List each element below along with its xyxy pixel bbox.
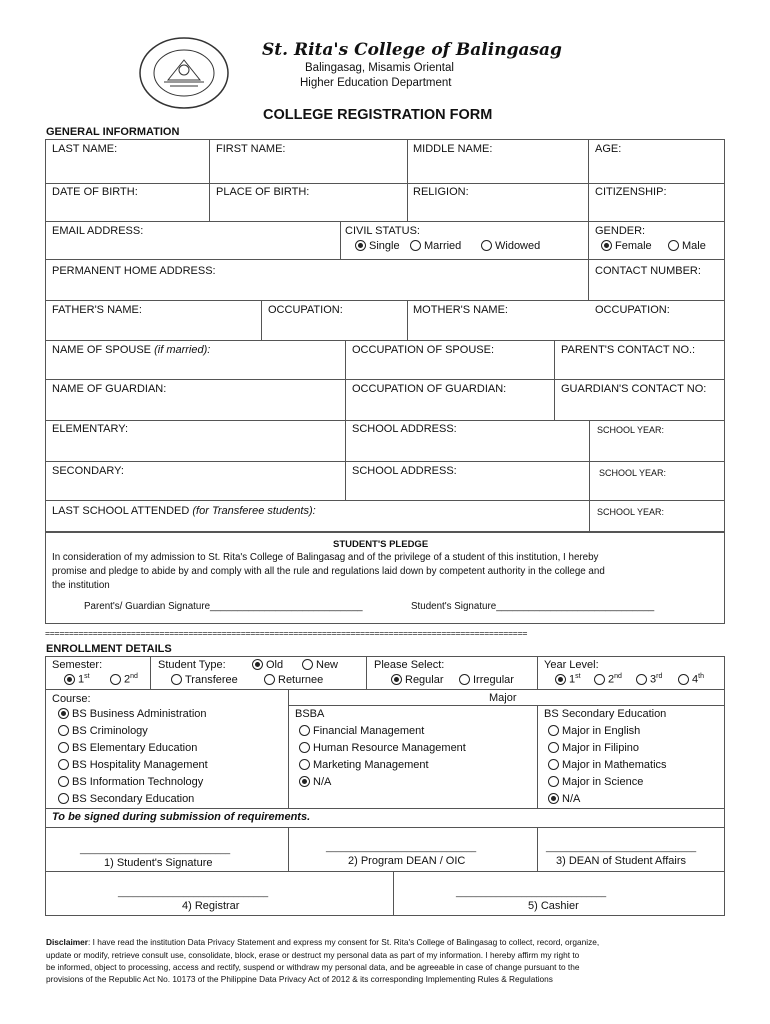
radio-course-beed[interactable]: BS Elementary Education <box>58 742 197 754</box>
pledge-title: STUDENT'S PLEDGE <box>333 539 429 550</box>
radio-civil-widowed[interactable]: Widowed <box>481 240 540 252</box>
section-heading-enrollment: ENROLLMENT DETAILS <box>46 643 172 655</box>
radio-bsed-filipino[interactable]: Major in Filipino <box>548 742 639 754</box>
radio-course-bshm[interactable]: BS Hospitality Management <box>58 759 208 771</box>
student-signature-line[interactable]: Student's Signature_____________________________ <box>411 601 655 612</box>
sig-line-dsa[interactable]: ______________________________ <box>546 842 697 852</box>
radio-type-transferee[interactable]: Transferee <box>171 674 238 686</box>
radio-year-3rd[interactable]: 3rd <box>636 673 662 686</box>
radio-type-returnee[interactable]: Returnee <box>264 674 323 686</box>
label-sec-school-address: SCHOOL ADDRESS: <box>352 465 457 477</box>
radio-course-bsed[interactable]: BS Secondary Education <box>58 793 194 805</box>
label-guardian-occupation: OCCUPATION OF GUARDIAN: <box>352 383 507 395</box>
radio-load-regular[interactable]: Regular <box>391 674 444 686</box>
sig-label-student: 1) Student's Signature <box>104 857 213 869</box>
pledge-line-2: promise and pledge to abide by and comply with all the rule and regulations laid down by competent authority in the college and <box>52 566 605 577</box>
label-spouse-occupation: OCCUPATION OF SPOUSE: <box>352 344 494 356</box>
label-course: Course: <box>52 693 91 705</box>
label-last-school-year: SCHOOL YEAR: <box>597 507 665 517</box>
label-secondary: SECONDARY: <box>52 465 124 477</box>
radio-semester-1st[interactable]: 1st <box>64 673 90 686</box>
label-pob: PLACE OF BIRTH: <box>216 186 310 198</box>
label-middle-name: MIDDLE NAME: <box>413 143 493 155</box>
radio-type-new[interactable]: New <box>302 659 338 671</box>
radio-bsba-na[interactable]: N/A <box>299 776 331 788</box>
sig-line-student[interactable]: ______________________________ <box>80 844 231 854</box>
label-email: EMAIL ADDRESS: <box>52 225 144 237</box>
radio-civil-married[interactable]: Married <box>410 240 461 252</box>
section-divider: ===================================================================================================== <box>45 628 528 638</box>
label-parent-contact: PARENT'S CONTACT NO.: <box>561 344 696 356</box>
college-name: St. Rita's College of Balingasag <box>262 40 562 60</box>
radio-course-bsit[interactable]: BS Information Technology <box>58 776 203 788</box>
label-please-select: Please Select: <box>374 659 445 671</box>
radio-semester-2nd[interactable]: 2nd <box>110 673 138 686</box>
label-last-name: LAST NAME: <box>52 143 118 155</box>
radio-bsed-english[interactable]: Major in English <box>548 725 640 737</box>
disclaimer-line-1: Disclaimer: I have read the institution Data Privacy Statement and express my consent for St. Rita's College of Balingasag to collect, record, organize, <box>46 937 600 947</box>
radio-gender-female[interactable]: Female <box>601 240 652 252</box>
sig-line-registrar[interactable]: ______________________________ <box>118 887 269 897</box>
sig-label-dean: 2) Program DEAN / OIC <box>348 855 466 867</box>
radio-bsba-financial[interactable]: Financial Management <box>299 725 424 737</box>
bsed-major-title: BS Secondary Education <box>544 708 667 720</box>
radio-bsed-math[interactable]: Major in Mathematics <box>548 759 667 771</box>
form-title: COLLEGE REGISTRATION FORM <box>263 107 493 123</box>
label-contact: CONTACT NUMBER: <box>595 265 701 277</box>
label-elem-school-year: SCHOOL YEAR: <box>597 425 665 435</box>
label-gender: GENDER: <box>595 225 646 237</box>
label-first-name: FIRST NAME: <box>216 143 286 155</box>
pledge-line-1: In consideration of my admission to St. Rita's College of Balingasag and of the privilege of a student of this institution, I hereby <box>52 552 599 563</box>
radio-year-1st[interactable]: 1st <box>555 673 581 686</box>
label-father: FATHER'S NAME: <box>52 304 142 316</box>
sig-label-dsa: 3) DEAN of Student Affairs <box>556 855 687 867</box>
radio-course-bsba[interactable]: BS Business Administration <box>58 708 207 720</box>
sig-label-registrar: 4) Registrar <box>182 900 240 912</box>
signed-note: To be signed during submission of requirements. <box>52 811 311 823</box>
sig-line-dean[interactable]: ______________________________ <box>326 842 477 852</box>
disclaimer-line-3: be informed, object to processing, access and rectify, suspend or withdraw my personal data, and be agreeable in case of change pursuant to the <box>46 962 580 972</box>
radio-load-irregular[interactable]: Irregular <box>459 674 514 686</box>
parent-signature-line[interactable]: Parent's/ Guardian Signature____________________________ <box>84 601 363 612</box>
pledge-line-3: the institution <box>52 580 110 591</box>
college-address: Balingasag, Misamis Oriental <box>305 62 454 74</box>
label-citizenship: CITIZENSHIP: <box>595 186 667 198</box>
label-civil-status: CIVIL STATUS: <box>345 225 420 237</box>
department: Higher Education Department <box>300 77 452 89</box>
sig-label-cashier: 5) Cashier <box>528 900 579 912</box>
radio-type-old[interactable]: Old <box>252 659 283 671</box>
label-mother: MOTHER'S NAME: <box>413 304 508 316</box>
radio-gender-male[interactable]: Male <box>668 240 706 252</box>
disclaimer-line-4: provisions of the Republic Act No. 10173 of the Philippine Data Privacy Act of 2012 & its corresponding Implementing Rules & Regulations <box>46 974 553 984</box>
label-dob: DATE OF BIRTH: <box>52 186 138 198</box>
label-elem-school-address: SCHOOL ADDRESS: <box>352 423 457 435</box>
label-guardian: NAME OF GUARDIAN: <box>52 383 167 395</box>
label-last-school: LAST SCHOOL ATTENDED (for Transferee students): <box>52 505 316 517</box>
label-elementary: ELEMENTARY: <box>52 423 129 435</box>
college-seal <box>138 36 230 110</box>
label-home-address: PERMANENT HOME ADDRESS: <box>52 265 216 277</box>
bsba-major-title: BSBA <box>295 708 325 720</box>
label-spouse: NAME OF SPOUSE (if married): <box>52 344 211 356</box>
label-guardian-contact: GUARDIAN'S CONTACT NO: <box>561 383 707 395</box>
radio-year-2nd[interactable]: 2nd <box>594 673 622 686</box>
radio-course-crim[interactable]: BS Criminology <box>58 725 148 737</box>
radio-year-4th[interactable]: 4th <box>678 673 704 686</box>
label-religion: RELIGION: <box>413 186 469 198</box>
label-mother-occupation: OCCUPATION: <box>595 304 670 316</box>
label-father-occupation: OCCUPATION: <box>268 304 343 316</box>
label-sec-school-year: SCHOOL YEAR: <box>599 468 667 478</box>
label-major: Major <box>489 692 517 704</box>
radio-bsba-marketing[interactable]: Marketing Management <box>299 759 429 771</box>
label-year-level: Year Level: <box>544 659 599 671</box>
radio-bsed-science[interactable]: Major in Science <box>548 776 643 788</box>
label-semester: Semester: <box>52 659 103 671</box>
label-student-type: Student Type: <box>158 659 226 671</box>
radio-bsba-hr[interactable]: Human Resource Management <box>299 742 466 754</box>
radio-bsed-na[interactable]: N/A <box>548 793 580 805</box>
radio-civil-single[interactable]: Single <box>355 240 400 252</box>
disclaimer-line-2: update or modify, retrieve consult use, consolidate, block, erase or destruct my personal data as part of my information. I hereby affirm my right to <box>46 950 580 960</box>
label-age: AGE: <box>595 143 622 155</box>
sig-line-cashier[interactable]: ______________________________ <box>456 887 607 897</box>
section-heading-general: GENERAL INFORMATION <box>46 126 180 138</box>
